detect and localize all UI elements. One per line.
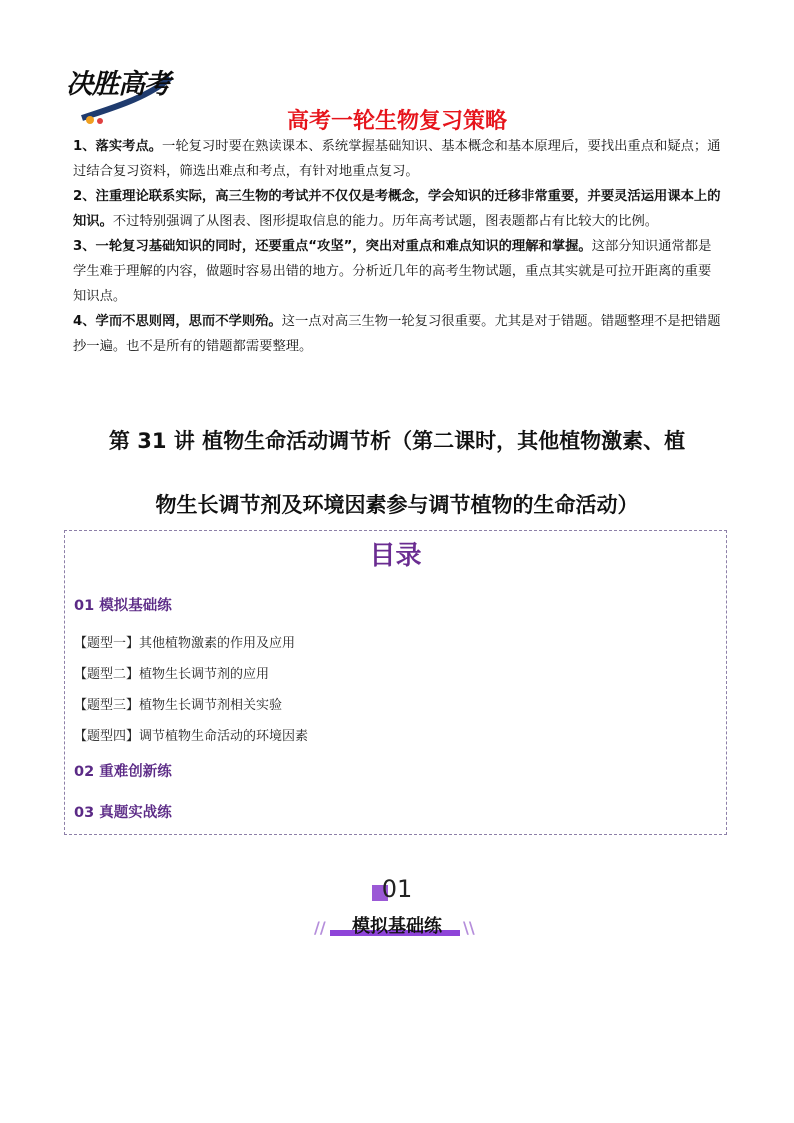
logo-text: 决胜高考	[66, 69, 170, 100]
lecture-title-line1: 第 31 讲 植物生命活动调节析（第二课时，其他植物激素、植	[108, 429, 686, 453]
toc-item-1[interactable]: 【题型一】其他植物激素的作用及应用	[74, 636, 296, 651]
toc-title: 目录	[369, 541, 422, 571]
toc-section-1[interactable]: 01 模拟基础练	[74, 598, 172, 614]
toc-section-2[interactable]: 02 重难创新练	[74, 764, 172, 780]
main-title: 高考一轮生物复习策略	[286, 109, 507, 134]
toc-item-3[interactable]: 【题型三】植物生长调节剂相关实验	[74, 698, 283, 713]
toc-item-2[interactable]: 【题型二】植物生长调节剂的应用	[74, 667, 270, 682]
strategy-lead: 2、注重理论联系实际，高三生物的考试并不仅仅是考概念，学会知识的迁移非常重要，并要灵活运用课本上的知识。	[73, 189, 721, 229]
strategy-item	[73, 234, 723, 309]
strategy-text: 这一点对高三生物一轮复习很重要。尤其是对于错题。错题整理不是把错题抄一遍。也不是所有的错题都需要整理。	[73, 314, 721, 354]
strategy-lead: 3、一轮复习基础知识的同时，还要重点“攻坚”，突出对重点和难点知识的理解和掌握。	[73, 239, 592, 254]
toc-section-3[interactable]: 03 真题实战练	[74, 805, 172, 821]
strategy-item	[73, 184, 723, 234]
strategy-item	[73, 309, 723, 359]
slash-left-decoration: //	[314, 918, 326, 937]
section-label	[0, 912, 794, 938]
section-label-text: 模拟基础练	[352, 916, 442, 937]
lecture-title-line2: 物生长调节剂及环境因素参与调节植物的生命活动）	[155, 493, 639, 517]
section-number-text: 01	[381, 875, 413, 903]
lecture-title	[0, 409, 794, 537]
strategy-item	[73, 134, 723, 184]
strategy-text: 不过特别强调了从图表、图形提取信息的能力。历年高考试题，图表题都占有比较大的比例。	[112, 214, 659, 229]
table-of-contents	[64, 530, 727, 835]
strategy-lead: 1、落实考点。	[73, 139, 163, 154]
section-number	[0, 875, 794, 903]
strategy-list	[73, 134, 723, 359]
strategy-text: 这部分知识通常都是学生难于理解的内容，做题时容易出错的地方。分析近几年的高考生物试题，重点其实就是可拉开距离的重要知识点。	[73, 239, 712, 304]
strategy-lead: 4、学而不思则罔，思而不学则殆。	[73, 314, 282, 329]
toc-item-4[interactable]: 【题型四】调节植物生命活动的环境因素	[74, 729, 309, 744]
slash-right-decoration: \\	[463, 918, 475, 937]
strategy-text: 一轮复习时要在熟读课本、系统掌握基础知识、基本概念和基本原理后，要找出重点和疑点；通过结合复习资料，筛选出难点和考点，有针对地重点复习。	[73, 139, 721, 179]
